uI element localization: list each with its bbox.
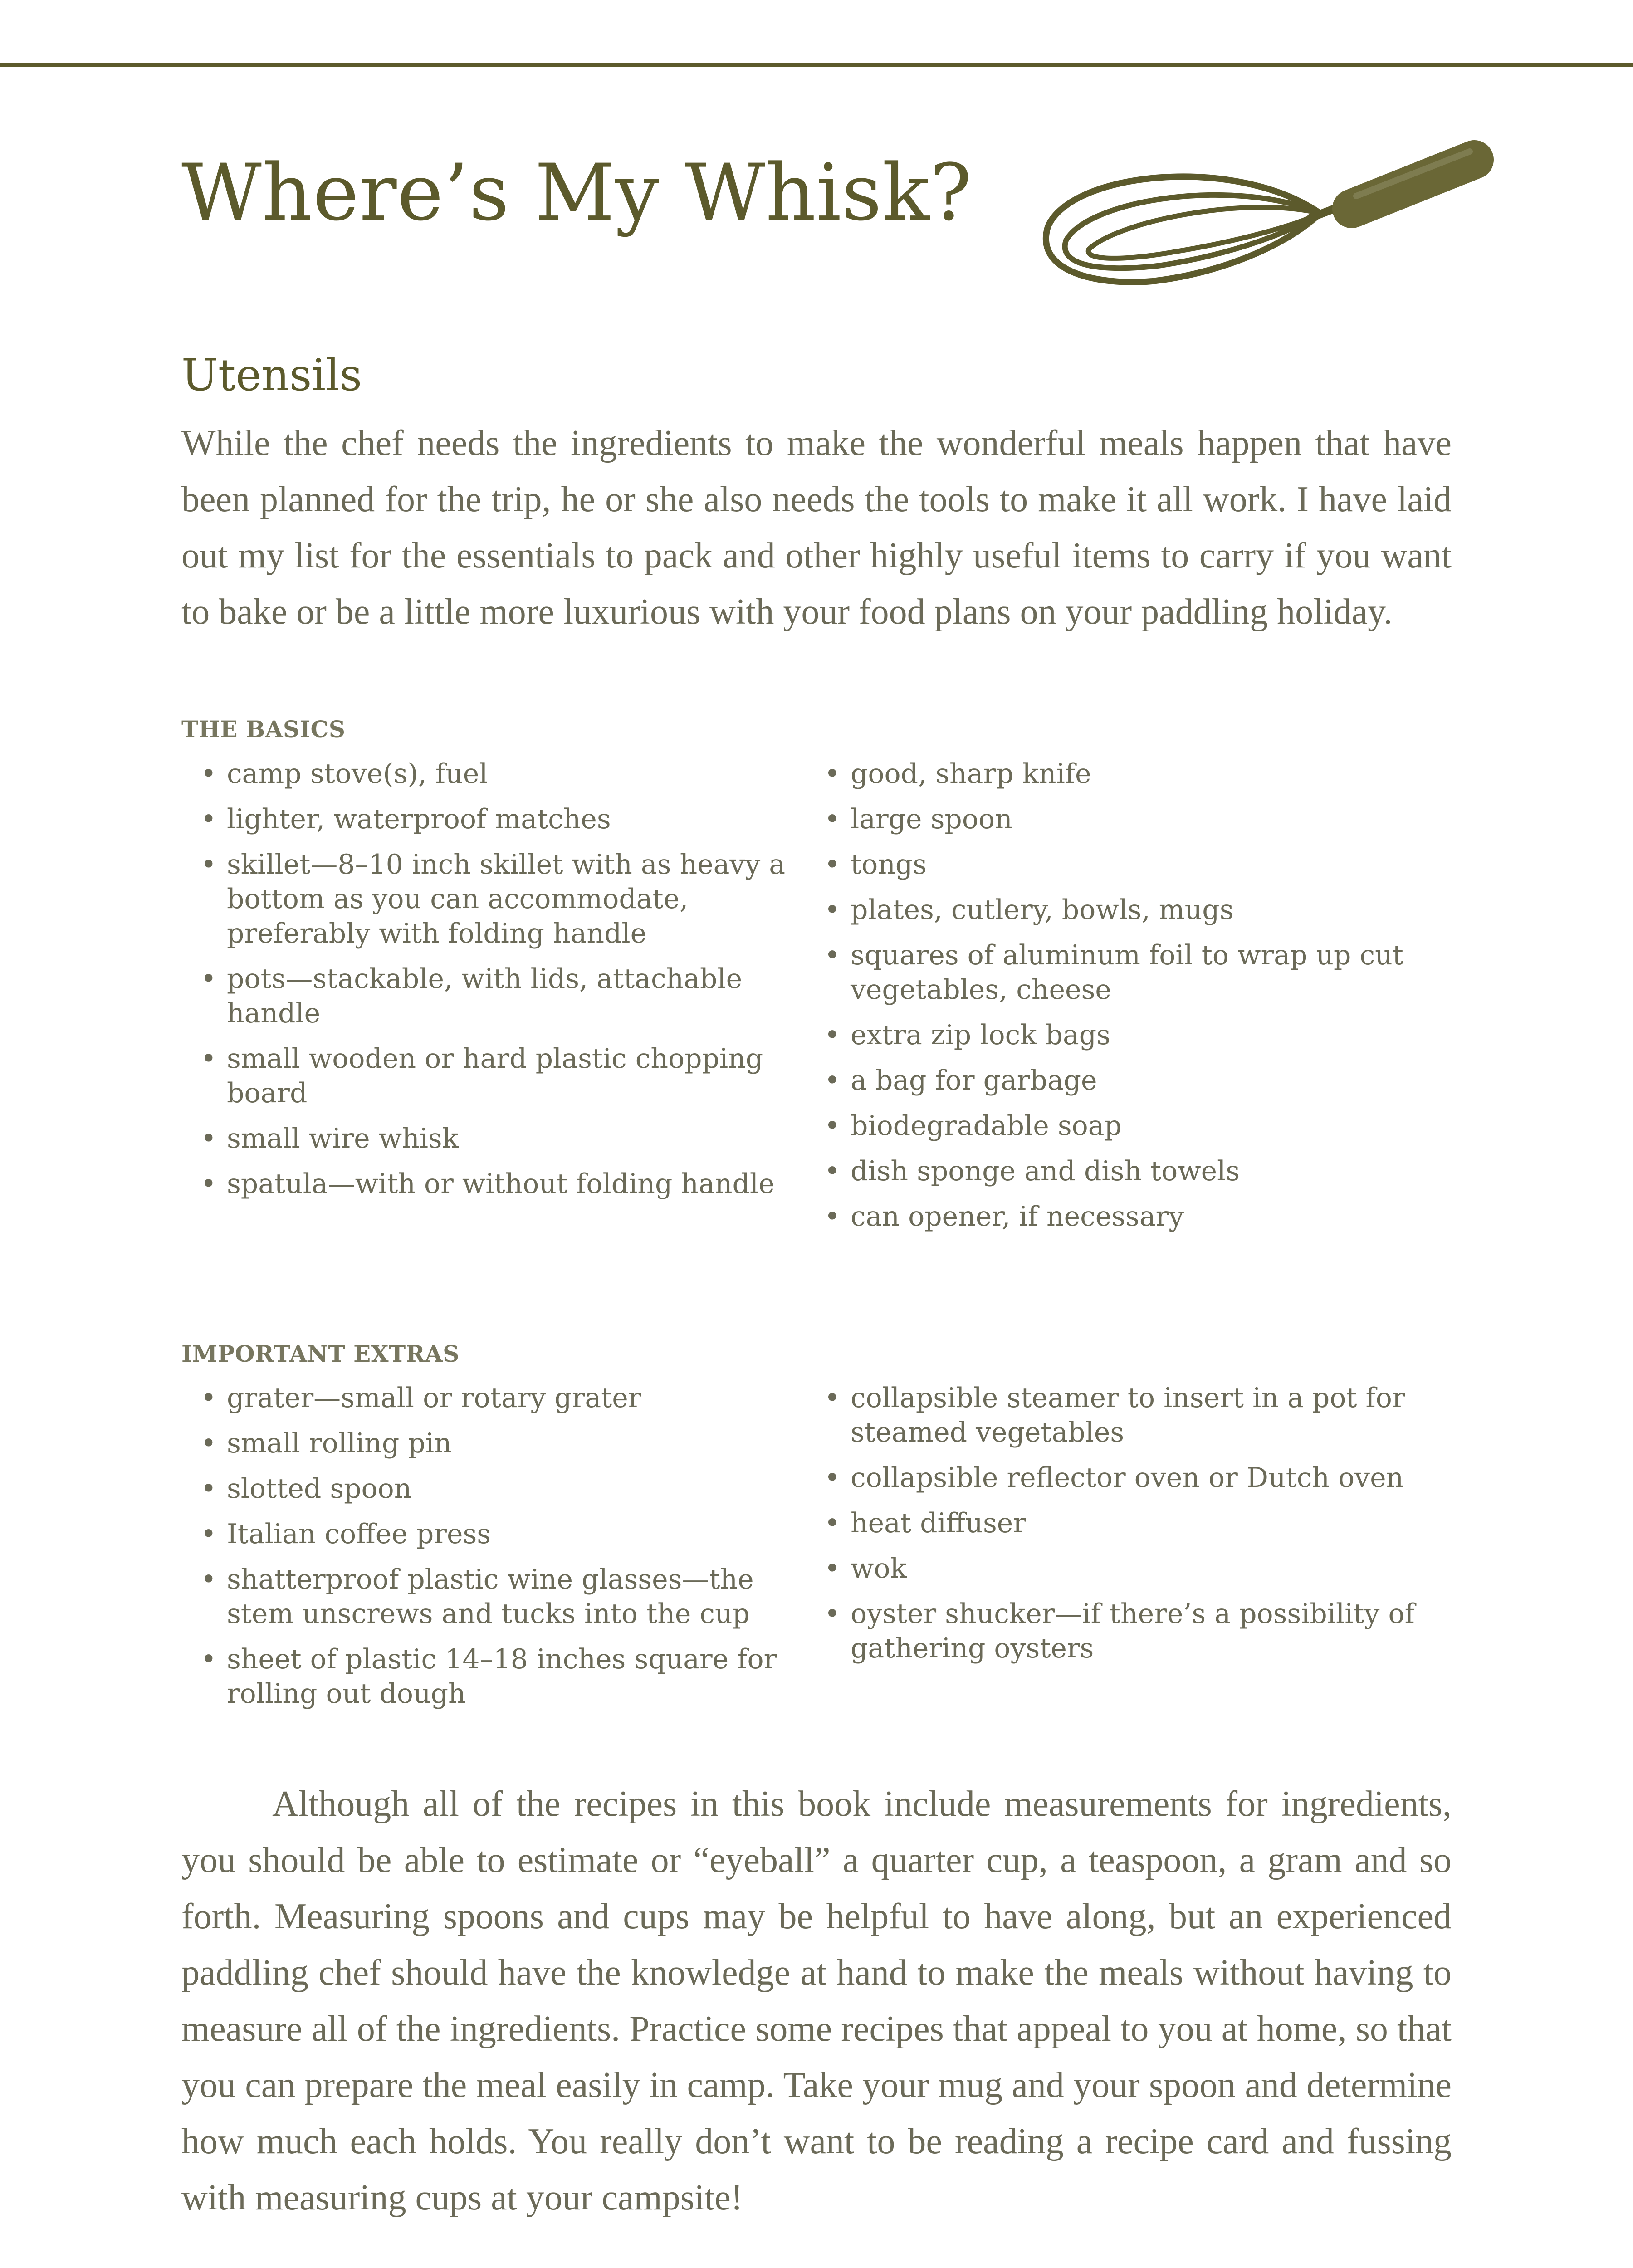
page-title: Where’s My Whisk? <box>181 147 973 238</box>
list-item: • slotted spoon <box>181 1471 807 1506</box>
list-item: • can opener, if necessary <box>805 1199 1467 1234</box>
basics-label: THE BASICS <box>181 716 346 743</box>
extras-list-right <box>805 1381 1467 1677</box>
list-item: • collapsible reflector oven or Dutch oven <box>805 1461 1467 1495</box>
list-item: • tongs <box>805 847 1467 882</box>
closing-paragraph: Although all of the recipes in this book include measurements for ingredients, you should be able to estimate or “eyeball” a quarter cup, a teaspoon, a gram and so forth. Measuring spoons and cups may be helpful to have along, but an experienced paddling chef should have the knowledge at hand to make the meals without having to measure all of the ingredients. Practice some recipes that appeal to you at home, so that you can prepare the meal easily in camp. Take your mug and your spoon and determine how much each holds. You really don’t want to be reading a recipe card and fussing with measuring cups at your campsite! <box>181 1784 1452 2218</box>
extras-label: IMPORTANT EXTRAS <box>181 1340 460 1367</box>
list-item: • heat diffuser <box>805 1506 1467 1540</box>
list-item: • shatterproof plastic wine glasses—the stem unscrews and tucks into the cup <box>181 1562 807 1631</box>
list-item: • squares of aluminum foil to wrap up cut vegetables, cheese <box>805 938 1467 1007</box>
list-item: • dish sponge and dish towels <box>805 1154 1467 1188</box>
list-item: • plates, cutlery, bowls, mugs <box>805 893 1467 927</box>
list-item: • Italian coffee press <box>181 1517 807 1551</box>
intro-paragraph: While the chef needs the ingredients to make the wonderful meals happen that have been planned for the trip, he or she also needs the tools to make it all work. I have laid out my list for the essentials to pack and other highly useful items to carry if you want to bake or be a little more luxurious with your food plans on your paddling holiday. <box>181 423 1452 632</box>
section-heading: Utensils <box>181 350 362 401</box>
list-item: • a bag for garbage <box>805 1063 1467 1098</box>
list-item: • lighter, waterproof matches <box>181 802 807 836</box>
list-item: • spatula—with or without folding handle <box>181 1167 807 1201</box>
list-item: • grater—small or rotary grater <box>181 1381 807 1415</box>
list-item: • small wire whisk <box>181 1121 807 1156</box>
list-item: • small wooden or hard plastic chopping board <box>181 1041 807 1110</box>
list-item: • biodegradable soap <box>805 1109 1467 1143</box>
list-item: • extra zip lock bags <box>805 1018 1467 1052</box>
list-item: • small rolling pin <box>181 1426 807 1461</box>
list-item: • pots—stackable, with lids, attachable handle <box>181 962 807 1031</box>
list-item: • sheet of plastic 14–18 inches square for rolling out dough <box>181 1642 807 1711</box>
list-item: • skillet—8–10 inch skillet with as heavy a bottom as you can accommodate, preferably with folding handle <box>181 847 807 951</box>
basics-list-right <box>805 757 1467 1245</box>
list-item: • wok <box>805 1551 1467 1586</box>
list-item: • oyster shucker—if there’s a possibility of gathering oysters <box>805 1597 1467 1666</box>
list-item: • camp stove(s), fuel <box>181 757 807 791</box>
extras-list-left <box>181 1381 807 1722</box>
whisk-icon <box>1039 136 1515 390</box>
list-item: • good, sharp knife <box>805 757 1467 791</box>
list-item: • collapsible steamer to insert in a pot for steamed vegetables <box>805 1381 1467 1450</box>
basics-list-left <box>181 757 807 1212</box>
top-rule <box>0 63 1633 67</box>
list-item: • large spoon <box>805 802 1467 836</box>
